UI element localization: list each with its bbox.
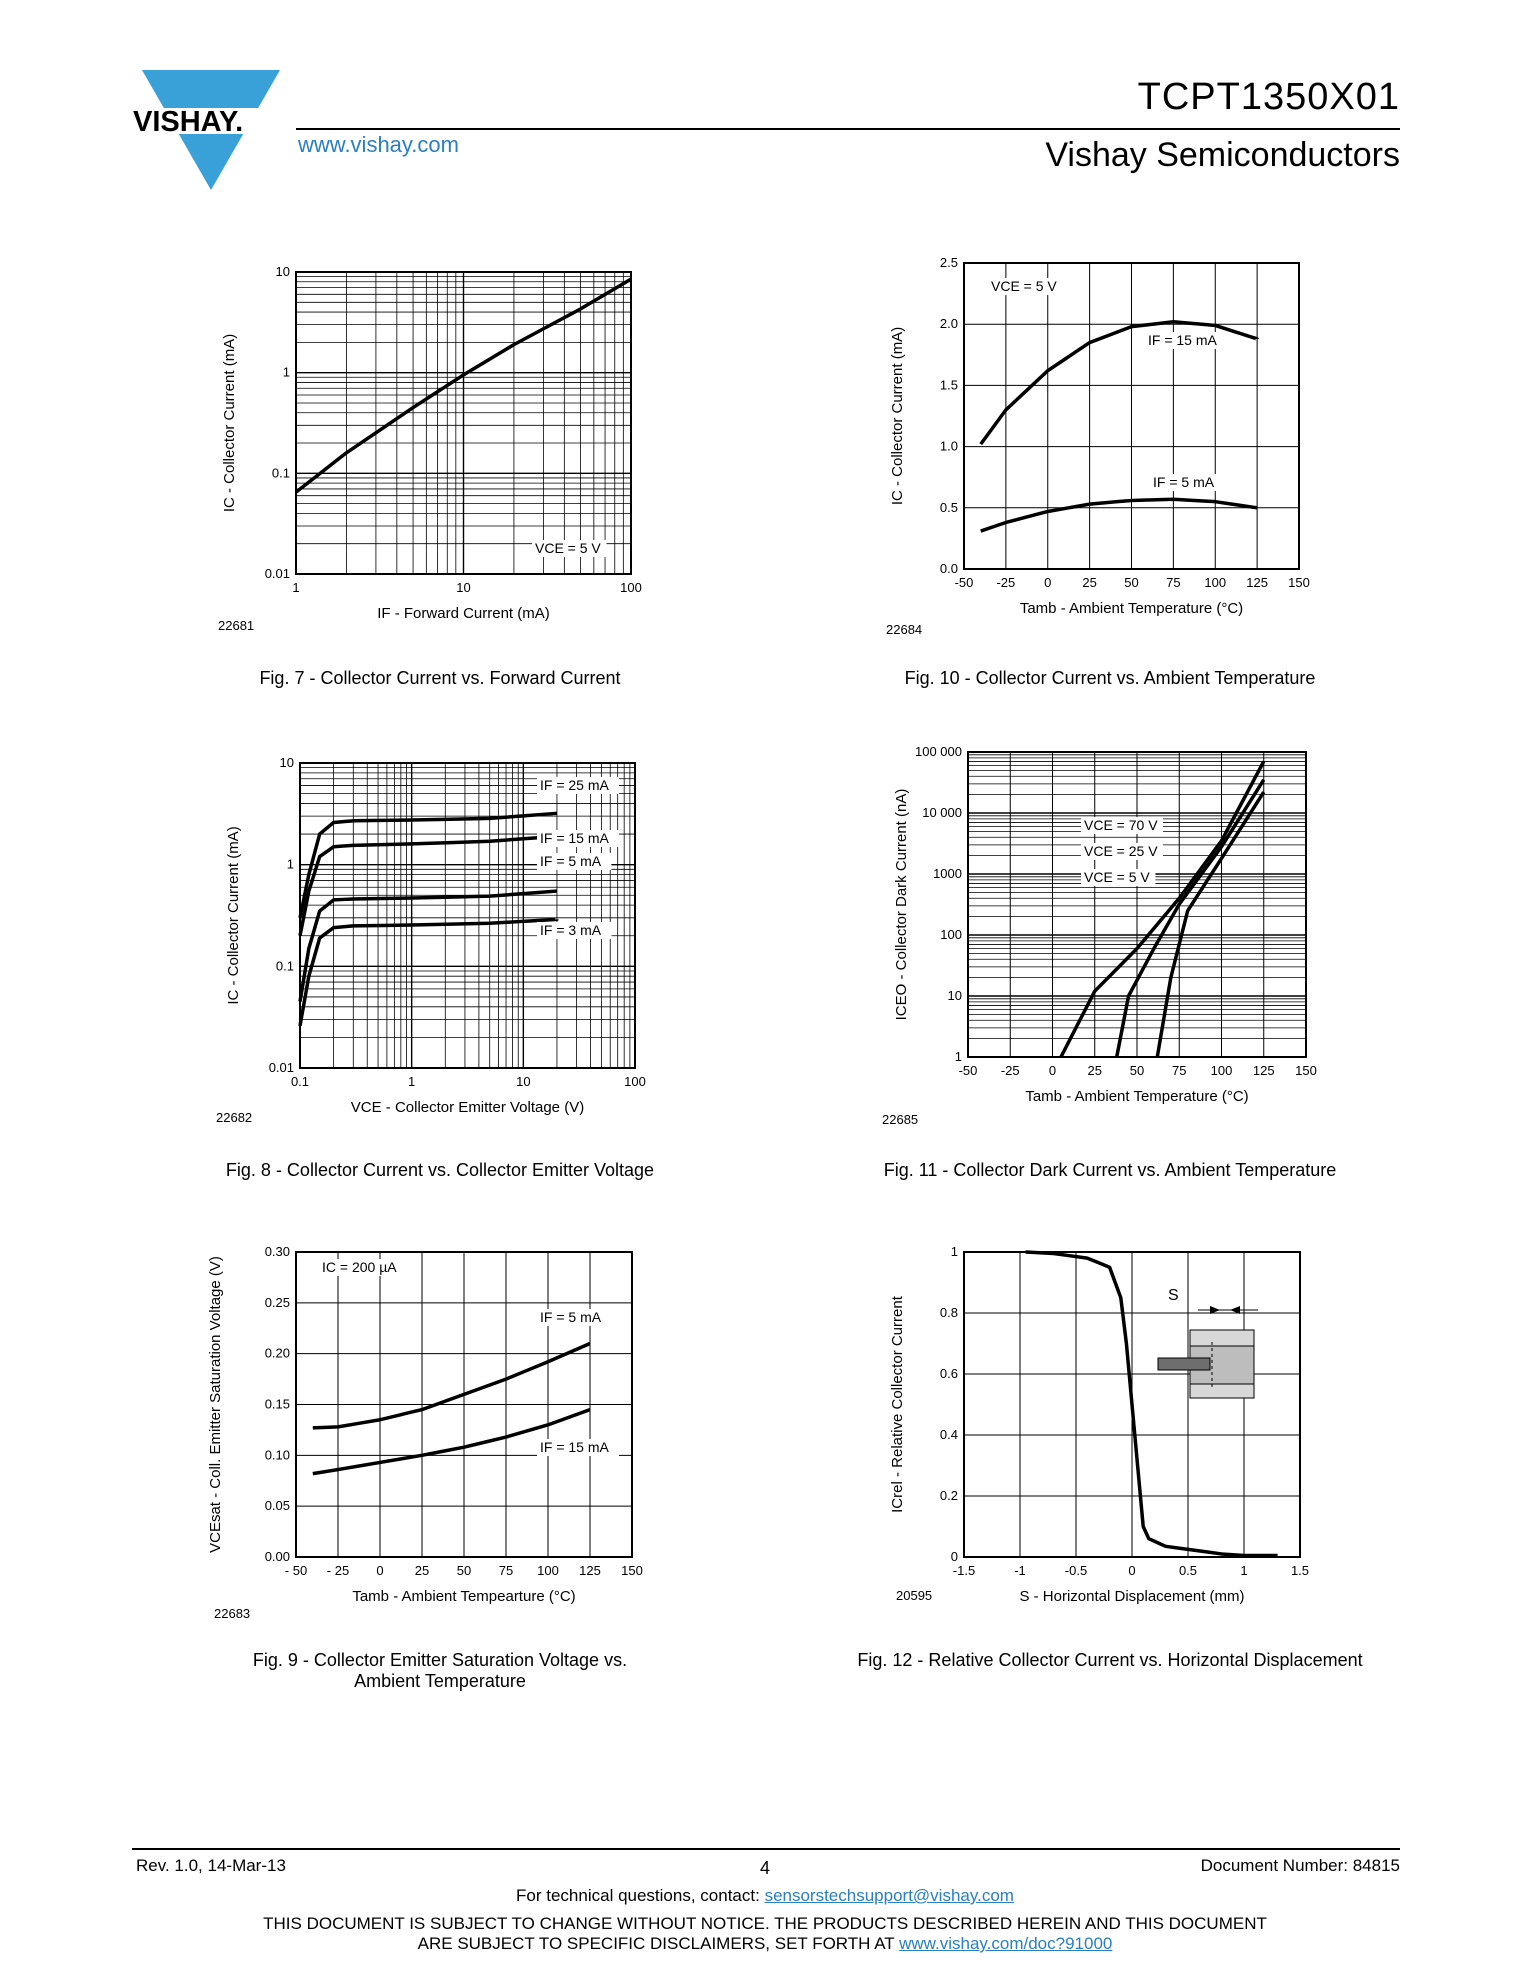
x-tick-label: -50	[954, 575, 974, 590]
caption-line-2: Ambient Temperature	[354, 1671, 526, 1691]
x-tick-label: 25	[1087, 1063, 1102, 1078]
x-tick-label: 0.1	[290, 1074, 310, 1089]
figure-7	[200, 255, 680, 660]
y-axis-label: IC - Collector Current (mA)	[221, 333, 238, 513]
y-tick-label: 0.25	[264, 1294, 290, 1310]
y-tick-label: 0.1	[271, 465, 290, 481]
y-tick-label: 2.5	[939, 255, 958, 270]
x-tick-label: 100	[1210, 1063, 1233, 1078]
series-label: IF = 15 mA	[540, 1439, 609, 1455]
x-tick-label: 50	[1129, 1063, 1145, 1078]
x-tick-label: -25	[996, 575, 1016, 590]
footer-rule	[132, 1848, 1400, 1850]
series-line	[1026, 1252, 1278, 1555]
chart-fig-7	[200, 255, 680, 655]
x-tick-label: 75	[498, 1563, 514, 1578]
y-tick-label: 2.0	[939, 316, 958, 332]
annotation-label: IC = 200 µA	[322, 1259, 397, 1275]
y-tick-label: 1	[282, 364, 290, 380]
revision-text: Rev. 1.0, 14-Mar-13	[136, 1856, 286, 1875]
x-tick-label: 100	[1204, 575, 1227, 590]
series-label: IF = 15 mA	[1148, 332, 1217, 348]
website-link[interactable]: www.vishay.com	[298, 132, 459, 157]
series-label: IF = 5 mA	[540, 1309, 602, 1325]
figure-caption: Fig. 10 - Collector Current vs. Ambient Temperature	[904, 668, 1316, 688]
figure-caption: Fig. 12 - Relative Collector Current vs. Horizontal Displacement	[857, 1650, 1363, 1670]
disclaimer-prefix: ARE SUBJECT TO SPECIFIC DISCLAIMERS, SET FORTH AT	[417, 1934, 900, 1953]
figure-id: 22683	[214, 1606, 251, 1621]
y-tick-label: 0.6	[939, 1366, 958, 1381]
chart-fig-10	[868, 255, 1348, 655]
y-tick-label: 0.0	[939, 561, 958, 576]
sensor-inset	[1158, 1306, 1258, 1398]
series-label: IF = 3 mA	[540, 922, 602, 938]
x-tick-label: 1	[292, 580, 300, 595]
logo-text: VISHAY.	[133, 106, 244, 138]
y-tick-label: 1000	[933, 866, 962, 881]
y-axis-label: IC - Collector Current (mA)	[225, 826, 242, 1005]
x-tick-label: 150	[621, 1563, 643, 1578]
chart-fig-9	[200, 1240, 680, 1640]
x-axis-label: Tamb - Ambient Tempearture (°C)	[352, 1588, 576, 1605]
series-label: VCE = 5 V	[1084, 869, 1150, 885]
x-tick-label: -1.5	[952, 1563, 976, 1578]
y-tick-label: 1.5	[939, 377, 958, 393]
x-axis-label: S - Horizontal Displacement (mm)	[1019, 1588, 1245, 1605]
y-axis-label: ICEO - Collector Dark Current (nA)	[893, 788, 910, 1021]
figure-id: 22682	[216, 1110, 253, 1125]
caption-line-1: Fig. 9 - Collector Emitter Saturation Voltage vs.	[252, 1650, 628, 1670]
series-line	[1157, 792, 1263, 1057]
x-tick-label: 50	[456, 1563, 472, 1578]
y-tick-label: 0.15	[264, 1396, 290, 1412]
y-tick-label: 0.1	[275, 958, 294, 974]
y-tick-label: 0.10	[264, 1447, 290, 1463]
x-tick-label: 25	[414, 1563, 430, 1578]
x-tick-label: 0	[376, 1563, 384, 1578]
x-tick-label: 100	[620, 580, 642, 595]
x-tick-label: -0.5	[1064, 1563, 1088, 1578]
x-axis-label: IF - Forward Current (mA)	[377, 605, 550, 622]
x-tick-label: -1	[1014, 1563, 1026, 1578]
x-tick-label: 1.5	[1290, 1563, 1310, 1578]
x-tick-label: 75	[1166, 575, 1181, 590]
x-tick-label: 1	[1240, 1563, 1248, 1578]
figure-caption: Fig. 11 - Collector Dark Current vs. Ambient Temperature	[883, 1160, 1337, 1180]
figure-id: 22685	[882, 1112, 919, 1127]
figure-9	[200, 1240, 680, 1645]
y-tick-label: 100	[940, 927, 962, 942]
contact-line	[0, 1886, 1530, 1906]
plot-frame	[300, 763, 635, 1068]
y-tick-label: 0.8	[939, 1305, 958, 1320]
disclaimer-line-1: THIS DOCUMENT IS SUBJECT TO CHANGE WITHOUT NOTICE. THE PRODUCTS DESCRIBED HEREIN AND THIS DOCUMENT	[263, 1914, 1267, 1933]
x-tick-label: 100	[624, 1074, 646, 1089]
x-tick-label: 150	[1288, 575, 1310, 590]
figure-10	[868, 255, 1348, 660]
x-tick-label: 100	[537, 1563, 559, 1578]
y-tick-label: 0.01	[268, 1060, 294, 1075]
x-tick-label: - 25	[326, 1563, 350, 1578]
figure-12	[868, 1240, 1348, 1645]
x-tick-label: 50	[1124, 575, 1139, 590]
contact-prefix: For technical questions, contact:	[516, 1886, 765, 1905]
x-axis-label: Tamb - Ambient Temperature (°C)	[1019, 600, 1244, 617]
figure-caption: Fig. 7 - Collector Current vs. Forward Current	[259, 668, 621, 688]
grid	[968, 752, 1306, 1057]
annotation-label: VCE = 5 V	[535, 540, 601, 556]
y-tick-label: 10 000	[922, 805, 962, 820]
y-tick-label: 10	[947, 988, 962, 1003]
figure-id: 20595	[896, 1588, 933, 1603]
x-tick-label: 125	[1246, 575, 1268, 590]
x-tick-label: 25	[1082, 575, 1097, 590]
figure-id: 22684	[886, 622, 923, 637]
grid	[296, 1252, 632, 1557]
vishay-logo	[132, 68, 282, 193]
y-tick-label: 1	[950, 1244, 958, 1259]
disclaimer-line-2	[0, 1934, 1530, 1954]
x-tick-label: 1	[408, 1074, 416, 1089]
x-tick-label: 10	[516, 1074, 531, 1089]
x-tick-label: 0.5	[1178, 1563, 1198, 1578]
y-tick-label: 0.30	[264, 1244, 290, 1259]
y-tick-label: 1	[954, 1049, 962, 1064]
annotation-label: S	[1168, 1287, 1179, 1304]
y-tick-label: 0.5	[939, 499, 958, 515]
y-tick-label: 10	[275, 264, 290, 279]
figure-caption	[180, 1650, 700, 1692]
series-label: IF = 5 mA	[1153, 474, 1215, 490]
chart-fig-11	[868, 745, 1348, 1145]
x-axis-label: Tamb - Ambient Temperature (°C)	[1025, 1088, 1249, 1105]
x-axis-label: VCE - Collector Emitter Voltage (V)	[350, 1099, 585, 1116]
y-tick-label: 0	[950, 1549, 958, 1564]
y-tick-label: 0.4	[939, 1427, 958, 1442]
y-tick-label: 0.05	[264, 1498, 290, 1514]
document-number: Document Number: 84815	[1200, 1856, 1400, 1875]
x-tick-label: 0	[1048, 1063, 1057, 1078]
y-tick-label: 10	[279, 755, 294, 770]
y-tick-label: 0.20	[264, 1345, 290, 1361]
disclaimer-link[interactable]: www.vishay.com/doc?91000	[899, 1934, 1113, 1953]
figure-id: 22681	[218, 618, 255, 633]
x-tick-label: 0	[1128, 1563, 1136, 1578]
x-tick-label: 125	[1252, 1063, 1275, 1078]
figure-caption: Fig. 8 - Collector Current vs. Collector Emitter Voltage	[225, 1160, 655, 1180]
y-axis-label: IC - Collector Current (mA)	[889, 326, 906, 506]
chart-fig-8	[200, 745, 680, 1145]
series-label: VCE = 70 V	[1084, 817, 1158, 833]
y-tick-label: 0.01	[264, 566, 290, 581]
y-tick-label: 1.0	[939, 438, 958, 454]
y-tick-label: 0.00	[264, 1549, 290, 1564]
x-tick-label: 125	[579, 1563, 601, 1578]
annotation-label: VCE = 5 V	[991, 278, 1057, 294]
series-label: IF = 25 mA	[540, 777, 609, 793]
series-label: IF = 15 mA	[540, 830, 609, 846]
x-tick-label: 10	[456, 580, 471, 595]
grid	[296, 272, 631, 574]
y-axis-label: ICrel - Relative Collector Current	[889, 1296, 906, 1513]
header-rule	[296, 128, 1400, 130]
page-number: 4	[760, 1858, 771, 1878]
series-label: VCE = 25 V	[1084, 843, 1158, 859]
y-tick-label: 100 000	[915, 744, 962, 759]
x-tick-label: -50	[958, 1063, 978, 1078]
chart-fig-12	[868, 1240, 1348, 1640]
grid	[964, 263, 1299, 569]
y-tick-label: 1	[286, 856, 294, 872]
y-tick-label: 0.2	[939, 1488, 958, 1503]
y-axis-label: VCEsat - Coll. Emitter Saturation Voltage (V)	[207, 1256, 224, 1553]
x-tick-label: 0	[1044, 575, 1052, 590]
sensor-object	[1158, 1358, 1210, 1370]
figure-11	[868, 745, 1348, 1150]
x-tick-label: 150	[1295, 1063, 1317, 1078]
contact-email-link[interactable]: sensorstechsupport@vishay.com	[764, 1886, 1014, 1905]
grid	[300, 763, 635, 1068]
doc-title: TCPT1350X01	[1137, 76, 1400, 118]
series-label: IF = 5 mA	[540, 853, 602, 869]
x-tick-label: -25	[1000, 1063, 1020, 1078]
doc-subtitle: Vishay Semiconductors	[1045, 136, 1400, 174]
x-tick-label: 75	[1172, 1063, 1187, 1078]
series-line	[1061, 761, 1264, 1057]
figure-8	[200, 745, 680, 1150]
x-tick-label: - 50	[284, 1563, 308, 1578]
